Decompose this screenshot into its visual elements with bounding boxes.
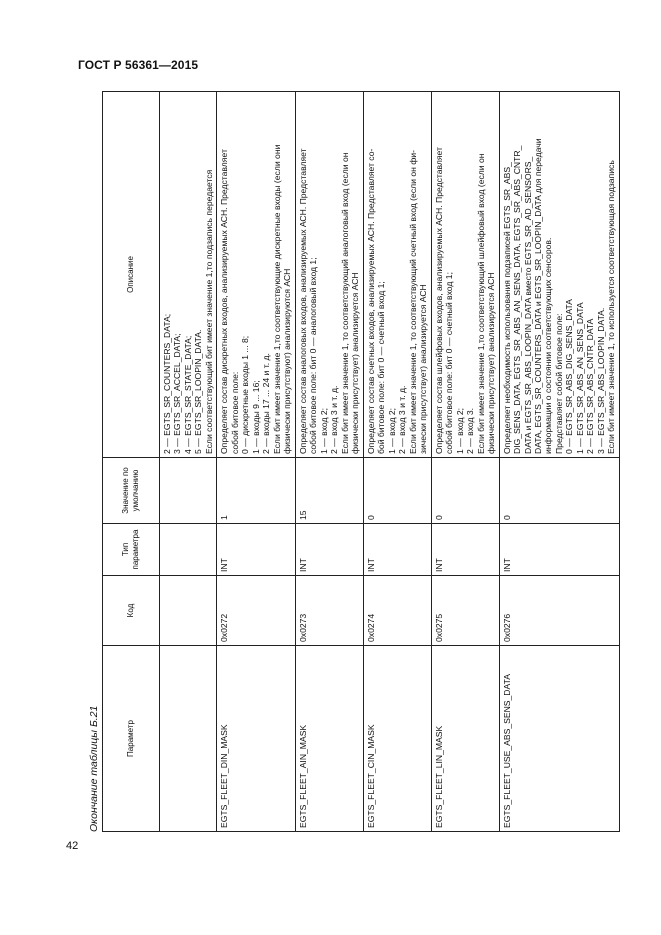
table-row: [295, 92, 363, 832]
description-line: бой битовое поле: бит 0 — счетный вход 1;: [376, 281, 387, 454]
table-row: [431, 92, 499, 832]
description-line: 1 — вход 2;: [318, 407, 329, 454]
description-line: физически присутствуют) анализируются АСН: [282, 268, 293, 454]
default-cell: 1: [217, 458, 295, 524]
description-line: Если бит имеет значение 1, то используется соответствующая подзапись: [606, 160, 617, 454]
parameter-cell: EGTS_FLEET_AIN_MASK: [295, 646, 363, 832]
description-line: Определяет состав шлейфовых входов, анализируемых АСН. Представляет: [433, 147, 444, 454]
table-header-row: [103, 92, 160, 832]
description-line: Если бит имеет значение 1, то соответствующий аналоговый вход (если он: [339, 152, 350, 454]
continued-row: [160, 92, 217, 832]
code-cell: 0x0272: [217, 576, 295, 646]
description-line: 2 — EGTS_SR_COUNTERS_DATA;: [162, 313, 172, 454]
document-standard-header: ГОСТ Р 56361—2015: [78, 58, 199, 72]
description-line: 1 — вход 2;: [454, 407, 465, 454]
description-line: 3 — EGTS_SR_ACCEL_DATA;: [172, 333, 183, 454]
description-line: 2 — вход 3.: [465, 407, 476, 454]
table-row: [363, 92, 431, 832]
type-cell: INT: [499, 524, 619, 576]
description-line: DATA и EGTS_SR_ABS_LOOPIN_DATA вместо EGTS_SR_AD_SENSORS_: [522, 156, 533, 454]
description-line: 2 — вход 3 и т. д.: [397, 385, 408, 454]
description-line: Определяет необходимость использования подзаписей EGTS_SR_ABS_: [501, 162, 512, 454]
table-caption: Окончание таблицы Б.21: [88, 705, 100, 832]
description-line: Если бит имеет значение 1,то соответствующий шлейфовый вход (если он: [475, 153, 486, 454]
description-line: 1 — вход 2;: [386, 407, 397, 454]
description-line: DATA, EGTS_SR_COUNTERS_DATA и EGTS_SR_LOOPIN_DATA для передачи: [532, 138, 543, 454]
description-line: 1 — EGTS_SR_ABS_AN_SENS_DATA: [574, 302, 585, 454]
description-line: Если бит имеет значение 1,то соответствующие дискретные входы (если они: [271, 144, 282, 454]
default-cell: 15: [295, 458, 363, 524]
description-line: Если бит имеет значение 1, то соответствующий счетный вход (если он фи-: [407, 150, 418, 454]
continued-default-cell: [160, 458, 217, 524]
parameter-cell: EGTS_FLEET_USE_ABS_SENS_DATA: [499, 646, 619, 832]
header-description: Описание: [103, 92, 160, 458]
parameter-cell: EGTS_FLEET_CIN_MASK: [363, 646, 431, 832]
description-cell: [295, 92, 363, 458]
rotated-table-page: [88, 92, 617, 832]
code-cell: 0x0273: [295, 576, 363, 646]
description-line: собой битовое поле:: [229, 371, 240, 454]
table-row: [217, 92, 295, 832]
description-line: 5 — EGTS_SR_LOOPIN_DATA.: [193, 329, 204, 454]
description-line: 1 — входы 9 ... 16;: [250, 380, 261, 454]
parameters-table: [102, 91, 620, 832]
description-line: информации о состоянии соответствующих сенсоров.: [543, 237, 554, 454]
description-cell: [499, 92, 619, 458]
description-cell: [431, 92, 499, 458]
description-line: Представляет собой битовое поле:: [553, 313, 564, 454]
type-cell: INT: [217, 524, 295, 576]
description-line: зически присутствует) анализируется АСН: [418, 284, 429, 454]
type-cell: INT: [363, 524, 431, 576]
continued-param-cell: [160, 646, 217, 832]
continued-description-cell: [160, 92, 217, 458]
page-number: 42: [66, 840, 79, 852]
header-code: Код: [103, 576, 160, 646]
parameter-cell: EGTS_FLEET_LIN_MASK: [431, 646, 499, 832]
continued-type-cell: [160, 524, 217, 576]
description-line: 0 — EGTS_SR_ABS_DIG_SENS_DATA: [564, 299, 575, 454]
description-line: 3 — EGTS_SR_ABS_LOOPIN_DATA.: [595, 307, 606, 454]
description-line: 4 — EGTS_SR_STATE_DATA;: [182, 335, 193, 454]
code-cell: 0x0274: [363, 576, 431, 646]
parameter-cell: EGTS_FLEET_DIN_MASK: [217, 646, 295, 832]
description-line: Если соответствующий бит имеет значение 1,то подзапись передается: [203, 169, 214, 454]
table-row: [499, 92, 619, 832]
description-line: 2 — вход 3 и т. д.: [329, 385, 340, 454]
description-line: 2 — входы 17 ... 24 и т. д.: [261, 353, 272, 454]
default-cell: 0: [499, 458, 619, 524]
continued-code-cell: [160, 576, 217, 646]
description-line: 2 — EGTS_SR_ABS_CNTR_DATA: [585, 318, 596, 454]
code-cell: 0x0276: [499, 576, 619, 646]
header-parameter: Параметр: [103, 646, 160, 832]
header-type: Тип параметра: [103, 524, 160, 576]
description-line: физически присутствует) анализируется АСН: [486, 272, 497, 454]
header-default: Значение по умолчанию: [103, 458, 160, 524]
description-line: физически присутствует) анализируется АСН: [350, 272, 361, 454]
description-line: Определяет состав аналоговых входов, анализируемых АСН. Представляет: [297, 148, 308, 454]
description-line: 0 — дискретные входы 1 ... 8;: [240, 335, 251, 454]
description-cell: [363, 92, 431, 458]
description-line: собой битовое поле: бит 0 — аналоговый вход 1;: [308, 257, 319, 454]
default-cell: 0: [431, 458, 499, 524]
description-cell: [217, 92, 295, 458]
type-cell: INT: [295, 524, 363, 576]
description-line: DIG_SENS_DATA, EGTS_SR_ABS_AN_SENS_DATA, EGTS_SR_ABS_CNTR_: [512, 145, 523, 454]
description-line: Определяет состав счетных входов, анализируемых АСН. Представляет со-: [365, 148, 376, 454]
code-cell: 0x0275: [431, 576, 499, 646]
default-cell: 0: [363, 458, 431, 524]
description-line: Определяет состав дискретных входов, анализируемых АСН. Представляет: [219, 149, 230, 454]
description-line: собой битовое поле: бит 0 — счетный вход 1;: [444, 272, 455, 454]
type-cell: INT: [431, 524, 499, 576]
